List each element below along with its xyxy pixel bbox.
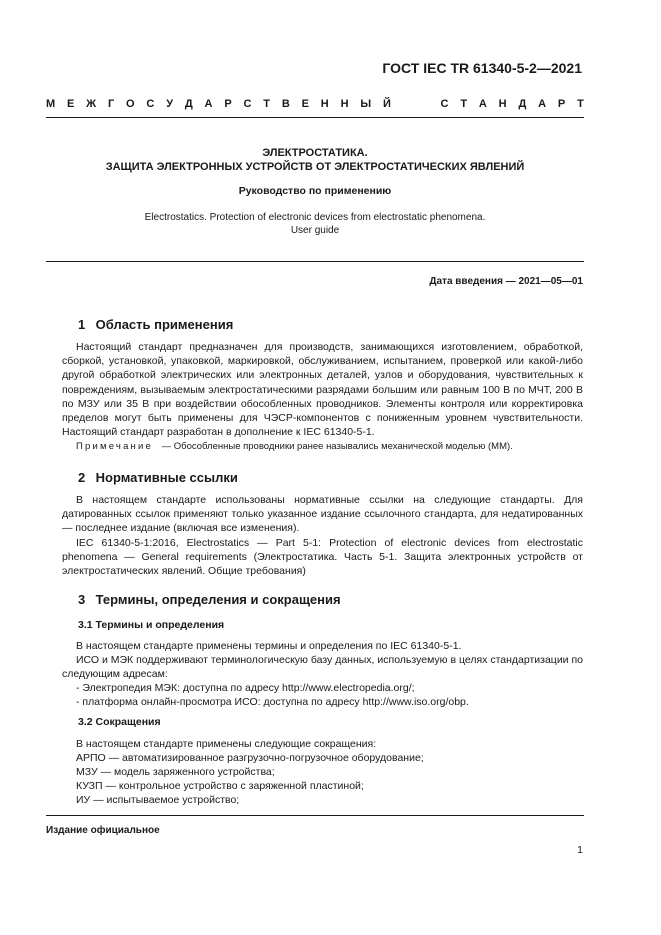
- standard-type-banner: [46, 98, 584, 110]
- section-3-number: 3: [78, 592, 86, 607]
- abbreviation-item: КУЗП — контрольное устройство с заряженной пластиной;: [76, 780, 364, 792]
- english-title: [46, 211, 584, 237]
- banner-word-gap: [403, 98, 429, 110]
- subsection-3-1-body: [62, 639, 583, 682]
- section-2-heading: [78, 470, 238, 485]
- bullet-iso-obp: - платформа онлайн-просмотра ИСО: доступна по адресу http://www.iso.org/obp.: [76, 696, 469, 708]
- banner-letter: С: [146, 98, 155, 110]
- banner-letter: Д: [518, 98, 527, 110]
- banner-letter: Т: [577, 98, 584, 110]
- english-title-line-2: User guide: [290, 225, 340, 236]
- section-2-number: 2: [78, 470, 86, 485]
- banner-letter: А: [538, 98, 547, 110]
- banner-letter: А: [478, 98, 487, 110]
- banner-letter: Е: [67, 98, 75, 110]
- abbreviation-item: ИУ — испытываемое устройство;: [76, 794, 240, 806]
- banner-letter: С: [440, 98, 449, 110]
- banner-letter: О: [126, 98, 135, 110]
- page-number: 1: [577, 844, 583, 856]
- abbreviation-item: МЗУ — модель заряженного устройства;: [76, 766, 275, 778]
- banner-letter: М: [46, 98, 56, 110]
- banner-letter: Г: [107, 98, 115, 110]
- subsection-3-2-heading: 3.2 Сокращения: [78, 716, 161, 728]
- section-2-paragraph-1: В настоящем стандарте использованы нормативные ссылки на следующие стандарты. Для датированных ссылок применяют только указанное издание ссылочного стандарта, для недатированных — последнее издание (включая все изменения).: [62, 494, 583, 535]
- document-title: [46, 146, 584, 174]
- banner-letter: Н: [320, 98, 329, 110]
- section-1-heading: [78, 317, 233, 332]
- banner-letter: Е: [301, 98, 309, 110]
- abbreviations-intro: В настоящем стандарте применены следующие сокращения:: [76, 738, 377, 750]
- section-1-body: [62, 340, 583, 439]
- subsection-3-1-paragraph-2: ИСО и МЭК поддерживают терминологическую базу данных, используемую в целях стандартизации по следующим адресам:: [62, 654, 583, 681]
- title-divider: [46, 261, 584, 262]
- section-1-note: [76, 441, 513, 452]
- note-label: Примечание: [76, 441, 153, 452]
- banner-letter: Т: [263, 98, 271, 110]
- section-2-title: Нормативные ссылки: [95, 470, 238, 485]
- official-edition-label: Издание официальное: [46, 825, 160, 836]
- title-line-2: ЗАЩИТА ЭЛЕКТРОННЫХ УСТРОЙСТВ ОТ ЭЛЕКТРОСТАТИЧЕСКИХ ЯВЛЕНИЙ: [105, 161, 525, 173]
- document-code: ГОСТ IEC TR 61340-5-2—2021: [382, 60, 582, 76]
- document-subtitle: Руководство по применению: [238, 185, 392, 197]
- section-2-body: [62, 493, 583, 578]
- banner-letter: Н: [340, 98, 349, 110]
- banner-letter: Д: [184, 98, 193, 110]
- banner-letter: Й: [382, 98, 391, 110]
- header-divider: [46, 117, 584, 118]
- footer-divider: [46, 815, 584, 816]
- banner-letter: Н: [498, 98, 507, 110]
- section-1-number: 1: [78, 317, 86, 332]
- banner-letter: С: [243, 98, 252, 110]
- banner-letter: Р: [224, 98, 232, 110]
- section-3-title: Термины, определения и сокращения: [95, 592, 341, 607]
- introduction-date: Дата введения — 2021—05—01: [429, 276, 583, 287]
- title-line-1: ЭЛЕКТРОСТАТИКА.: [262, 147, 368, 159]
- banner-letter: А: [204, 98, 213, 110]
- banner-letter: Р: [557, 98, 566, 110]
- english-title-line-1: Electrostatics. Protection of electronic devices from electrostatic phenomena.: [144, 212, 486, 223]
- section-3-heading: [78, 592, 341, 607]
- banner-letter: Т: [460, 98, 468, 110]
- banner-letter: Ж: [86, 98, 97, 110]
- section-1-title: Область применения: [95, 317, 234, 332]
- section-2-paragraph-2: IEC 61340-5-1:2016, Electrostatics — Part 5-1: Protection of electronic devices from electrostatic phenomena — General requirements (Электростатика. Часть 5-1. Защита электронных устройств от электростатических явлений. Общие требования): [62, 536, 583, 578]
- note-text: — Обособленные проводники ранее назывались механической моделью (ММ).: [161, 441, 513, 452]
- abbreviation-item: АРПО — автоматизированное разгрузочно-погрузочное оборудование;: [76, 752, 424, 764]
- subsection-3-1-paragraph-1: В настоящем стандарте применены термины и определения по IEC 61340-5-1.: [76, 640, 462, 652]
- banner-letter: У: [166, 98, 174, 110]
- banner-letter: Ы: [360, 98, 372, 110]
- banner-letter: В: [281, 98, 290, 110]
- subsection-3-1-heading: 3.1 Термины и определения: [78, 619, 225, 631]
- section-1-paragraph: Настоящий стандарт предназначен для производств, занимающихся изготовлением, обработкой, сборкой, установкой, упаковкой, маркировкой, обслуживанием, испытанием, проверкой или какой-либо другой обработкой электрических или электронных деталей, узлов и оборудования, чувствительных к повреждениям, вызываемым электростатическими разрядами большим или равным 100 В по МЧТ, 200 В по МЗУ или 35 В при воздействии обособленных проводников. Элементы контроля или корректировка пределов могут быть применены для ЧЭСР-компонентов с пониженным уровнем чувствительности. Настоящий стандарт разработан в дополнение к IEC 61340-5-1.: [62, 341, 583, 439]
- bullet-electropedia: - Электропедия МЭК: доступна по адресу http://www.electropedia.org/;: [76, 682, 415, 694]
